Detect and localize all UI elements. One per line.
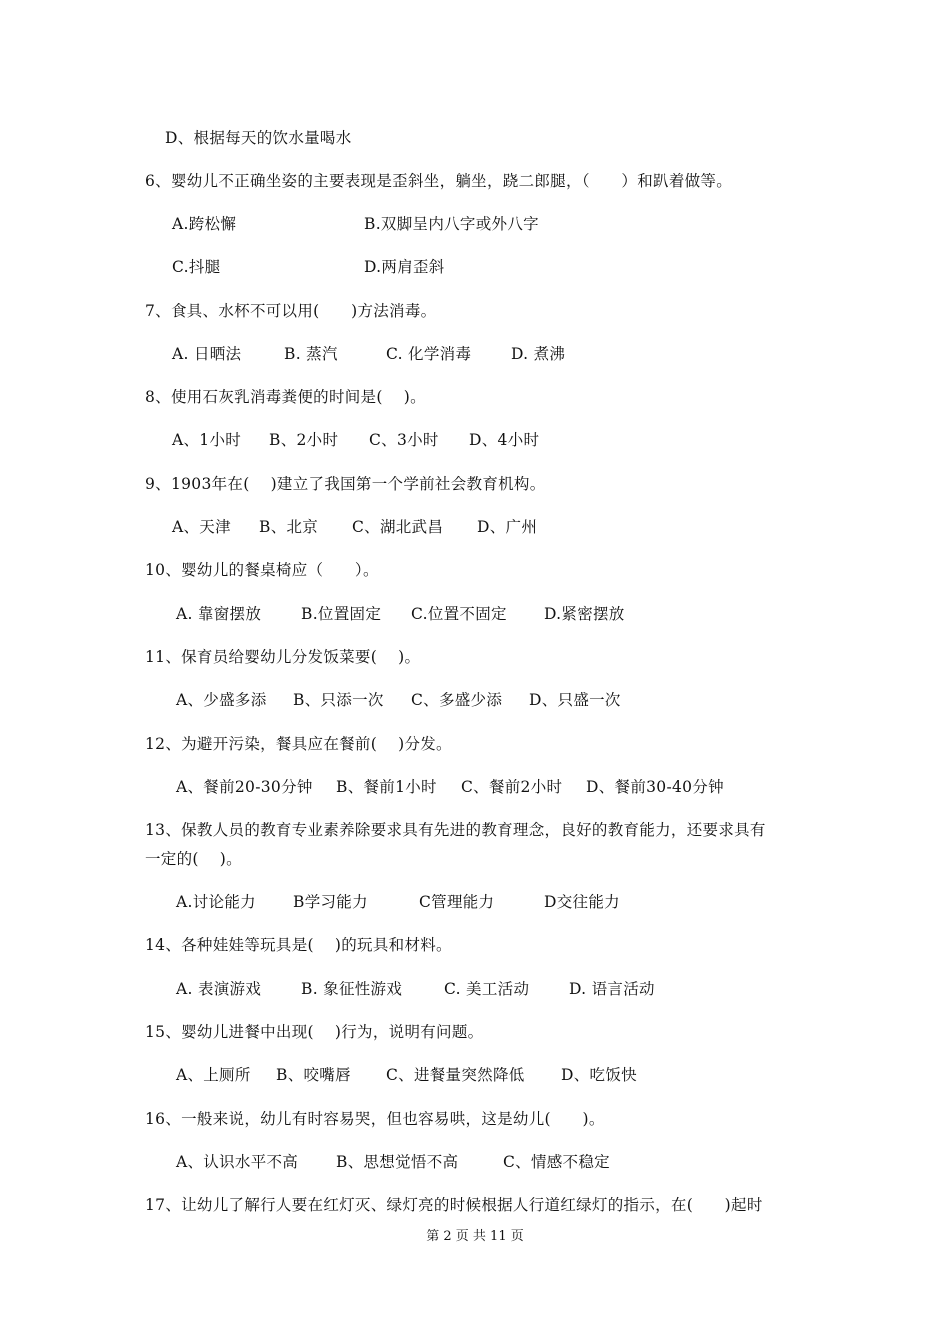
- q6-option-d: D.两肩歪斜: [364, 258, 445, 276]
- q12-options: [172, 777, 822, 797]
- q14-option-d: D. 语言活动: [569, 980, 655, 998]
- question-12: 12、为避开污染，餐具应在餐前( )分发。: [145, 735, 452, 753]
- question-6: 6、婴幼儿不正确坐姿的主要表现是歪斜坐，躺坐，跷二郎腿，（ ）和趴着做等。: [145, 172, 733, 190]
- q15-option-a: A、上厕所: [176, 1066, 251, 1084]
- q16-option-b: B、思想觉悟不高: [336, 1153, 459, 1171]
- q16-option-c: C、情感不稳定: [503, 1153, 610, 1171]
- q8-option-a: A、1小时: [172, 431, 242, 449]
- q15-option-b: B、咬嘴唇: [276, 1066, 351, 1084]
- q6-options-row2: [172, 257, 822, 277]
- q9-options: [172, 517, 822, 537]
- q7-option-b: B. 蒸汽: [284, 345, 338, 363]
- q6-option-a: A.跨松懈: [172, 215, 237, 233]
- question-7: 7、食具、水杯不可以用( )方法消毒。: [145, 302, 437, 320]
- q8-option-b: B、2小时: [269, 431, 339, 449]
- q14-option-c: C. 美工活动: [444, 980, 530, 998]
- q8-option-c: C、3小时: [369, 431, 439, 449]
- q13-option-b: B学习能力: [293, 893, 368, 911]
- q13-option-c: C管理能力: [419, 893, 495, 911]
- q11-option-c: C、多盛少添: [411, 691, 503, 709]
- question-14: 14、各种娃娃等玩具是( )的玩具和材料。: [145, 936, 452, 954]
- q13-option-d: D交往能力: [544, 893, 620, 911]
- q15-options: [172, 1065, 822, 1085]
- question-13-line2: 一定的( )。: [145, 850, 242, 868]
- q10-option-a: A. 靠窗摆放: [176, 605, 262, 623]
- q12-option-b: B、餐前1小时: [336, 778, 437, 796]
- q6-options-row1: [172, 214, 822, 234]
- question-9: 9、1903年在( )建立了我国第一个学前社会教育机构。: [145, 475, 546, 493]
- q12-option-a: A、餐前20-30分钟: [176, 778, 313, 796]
- q16-options: [172, 1152, 822, 1172]
- q6-option-b: B.双脚呈内八字或外八字: [364, 215, 539, 233]
- q7-option-a: A. 日晒法: [172, 345, 242, 363]
- q8-options: [172, 430, 822, 450]
- q16-option-a: A、认识水平不高: [176, 1153, 299, 1171]
- q11-option-d: D、只盛一次: [529, 691, 621, 709]
- q11-option-b: B、只添一次: [293, 691, 384, 709]
- q7-option-d: D. 煮沸: [511, 345, 566, 363]
- q7-option-c: C. 化学消毒: [386, 345, 472, 363]
- question-17: 17、让幼儿了解行人要在红灯灭、绿灯亮的时候根据人行道红绿灯的指示，在( )起时: [145, 1196, 763, 1214]
- q15-option-d: D、吃饭快: [561, 1066, 637, 1084]
- q5-option-d: D、根据每天的饮水量喝水: [165, 129, 352, 147]
- q14-options: [172, 979, 822, 999]
- q9-option-a: A、天津: [172, 518, 231, 536]
- question-8: 8、使用石灰乳消毒粪便的时间是( )。: [145, 388, 426, 406]
- q12-option-d: D、餐前30-40分钟: [586, 778, 724, 796]
- q10-option-b: B.位置固定: [301, 605, 382, 623]
- q15-option-c: C、进餐量突然降低: [386, 1066, 525, 1084]
- q13-options: [172, 892, 822, 912]
- question-10: 10、婴幼儿的餐桌椅应（ ）。: [145, 561, 379, 579]
- q11-option-a: A、少盛多添: [176, 691, 267, 709]
- q6-option-c: C.抖腿: [172, 258, 221, 276]
- q8-option-d: D、4小时: [469, 431, 540, 449]
- page-number-footer: 第 2 页 共 11 页: [426, 1229, 524, 1244]
- question-13-line1: 13、保教人员的教育专业素养除要求具有先进的教育理念，良好的教育能力，还要求具有: [145, 821, 766, 839]
- q9-option-b: B、北京: [259, 518, 319, 536]
- question-15: 15、婴幼儿进餐中出现( )行为，说明有问题。: [145, 1023, 484, 1041]
- q13-option-a: A.讨论能力: [176, 893, 256, 911]
- q9-option-c: C、湖北武昌: [352, 518, 444, 536]
- q12-option-c: C、餐前2小时: [461, 778, 563, 796]
- q10-option-d: D.紧密摆放: [544, 605, 625, 623]
- q14-option-a: A. 表演游戏: [176, 980, 262, 998]
- question-16: 16、一般来说，幼儿有时容易哭，但也容易哄，这是幼儿( )。: [145, 1110, 605, 1128]
- q7-options: [172, 344, 822, 364]
- q10-option-c: C.位置不固定: [411, 605, 507, 623]
- q11-options: [172, 690, 822, 710]
- question-11: 11、保育员给婴幼儿分发饭菜要( )。: [145, 648, 421, 666]
- q10-options: [172, 604, 822, 624]
- q14-option-b: B. 象征性游戏: [301, 980, 403, 998]
- q9-option-d: D、广州: [477, 518, 538, 536]
